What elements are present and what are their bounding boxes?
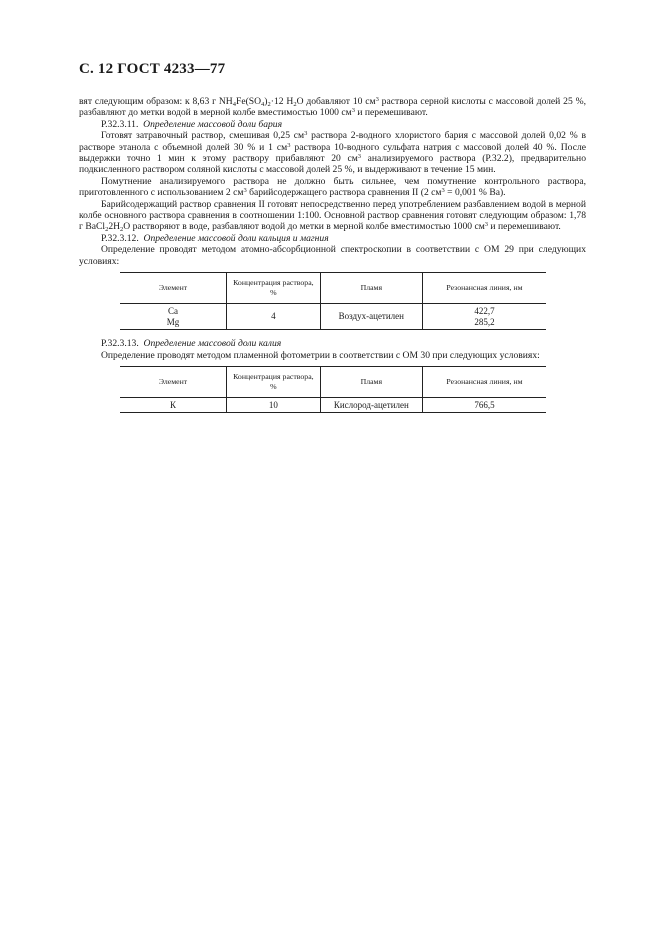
table-cell-flame: Воздух-ацетилен [320,304,422,330]
table-header-concentration: Концентрация раствора, % [227,366,321,397]
page-header: С. 12 ГОСТ 4233—77 [79,61,226,77]
table-cell-resonance-line: 766,5 [422,397,546,413]
paragraph-aas-method: Определение проводят методом атомно-абсорбционной спектроскопии в соответствии с ОМ 29 при следующих условиях: [79,244,586,267]
table-row [120,304,546,330]
table-header-flame: Пламя [320,273,422,304]
document-body [79,96,586,421]
table-header-flame: Пламя [320,366,422,397]
paragraph-reference-solution: Барийсодержащий раствор сравнения II готовят непосредственно перед употреблением разбавлением водой в мерной колбе основного раствора сравнения в соотношении 1:100. Основной раствор сравнения готовят следующим образом: 1,78 г $BaCl_22H_2O$ растворяют в воде, разбавляют водой до метки в мерной колбе вместимостью 1000 $см^3$ и перемешивают. [79,198,586,234]
conditions-table-ca-mg [120,272,546,330]
table-header-resonance-line: Резонансная линия, нм [422,366,546,397]
section-heading-barium: Р.32.3.11. Определение массовой доли бария [101,118,283,130]
table-cell-flame: Кислород-ацетилен [320,397,422,413]
section-heading-potassium: Р.32.3.13. Определение массовой доли калия [101,338,282,350]
table-header-resonance-line: Резонансная линия, нм [422,273,546,304]
table-cell-resonance-line: 422,7 285,2 [422,304,546,330]
table-row [120,397,546,413]
table-header-concentration: Концентрация раствора, % [227,273,321,304]
table-header-element: Элемент [120,366,227,397]
paragraph-flame-photometry-method: Определение проводят методом пламенной фотометрии в соответствии с ОМ 30 при следующих условиях: [101,349,540,361]
paragraph-barium-method: Готовят затравочный раствор, смешивая 0,25 $см^3$ раствора 2-водного хлористого бария с массовой долей 0,02 % в растворе этанола с объемной долей 30 % и 1 $см^3$ раствора 10-водного сульфата натрия с массовой долей 40 %. После выдержки точно 1 мин к этому раствору прибавляют 20 $см^3$ анализируемого раствора (Р.32.2), предварительно подкисленного раствором соляной кислоты с массовой долей 25 %, и выдерживают в течение 15 мин. [79,130,587,176]
table-cell-element: К [120,397,227,413]
conditions-table-k [120,366,546,414]
table-cell-concentration: 4 [227,304,321,330]
table-cell-concentration: 10 [227,397,321,413]
table-cell-element: Са Mg [120,304,227,330]
section-heading-calcium-magnesium: Р.32.3.12. Определение массовой доли кальция и магния [101,232,329,244]
paragraph-reagent-preparation: вят следующим образом: к 8,63 г $NH_4Fe(SO_4)_2\cdot 12$ $H_2O$ добавляют 10 $см^3$ раствора серной кислоты с массовой долей 25 %, разбавляют до метки водой в мерной колбе вместимостью 1000 $см^3$ и перемешивают. [79,96,586,119]
table-header-element: Элемент [120,273,227,304]
paragraph-turbidity: Помутнение анализируемого раствора не должно быть сильнее, чем помутнение контрольного раствора, приготовленного с использованием 2 $см^3$ барийсодержащего раствора сравнения II (2 $см^3 = 0,001$ % Ва). [79,175,586,199]
